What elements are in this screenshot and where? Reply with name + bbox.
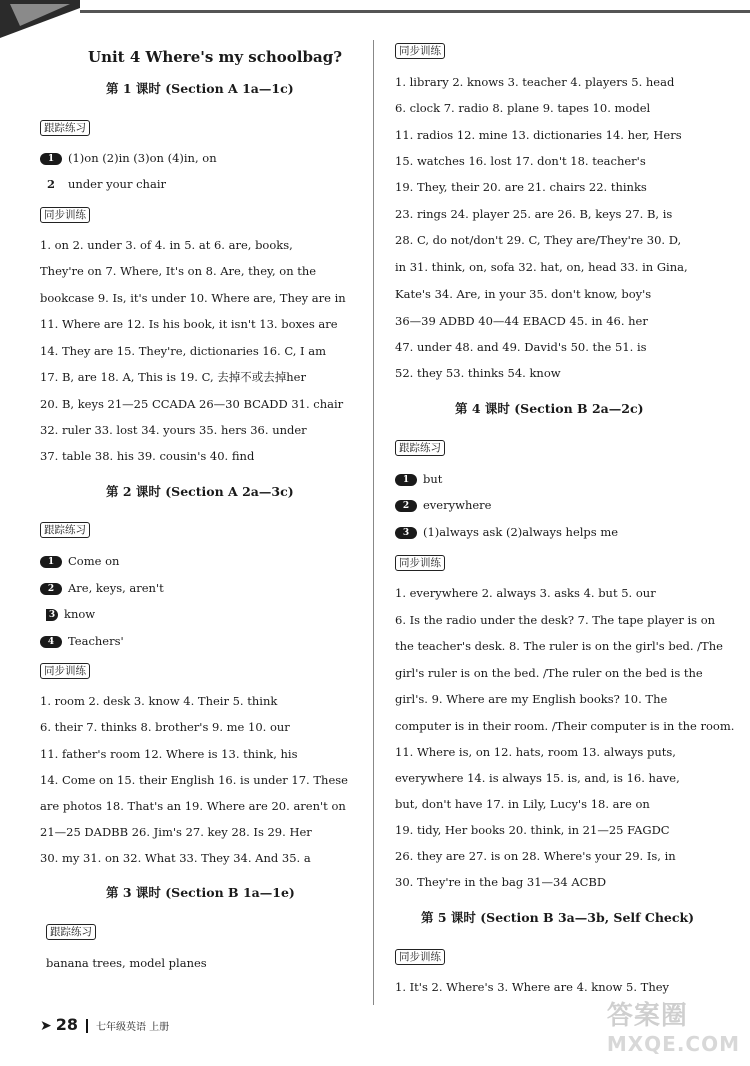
item-text: under your chair bbox=[68, 177, 166, 191]
answer-line: Kate's 34. Are, in your 35. don't know, boy's bbox=[395, 287, 652, 301]
page-footer bbox=[40, 1015, 169, 1034]
item-number-badge: 4 bbox=[40, 636, 62, 648]
answer-line: 1. room 2. desk 3. know 4. Their 5. think bbox=[40, 694, 278, 708]
answer-line: 15. watches 16. lost 17. don't 18. teacher's bbox=[395, 154, 646, 168]
lesson2-item-1 bbox=[40, 554, 119, 568]
item-text: Teachers' bbox=[68, 634, 124, 648]
answer-line: 21—25 DADBB 26. Jim's 27. key 28. Is 29. Her bbox=[40, 825, 312, 839]
answer-line: 19. tidy, Her books 20. think, in 21—25 FAGDC bbox=[395, 823, 670, 837]
item-text: Come on bbox=[68, 554, 120, 568]
answer-line: 36—39 ADBD 40—44 EBACD 45. in 46. her bbox=[395, 314, 648, 328]
lesson2-title: 第 2 课时 (Section A 2a—3c) bbox=[106, 484, 294, 499]
item-text: everywhere bbox=[423, 498, 492, 512]
answer-line: girl's. 9. Where are my English books? 10. The bbox=[395, 692, 668, 706]
lesson4-title: 第 4 课时 (Section B 2a—2c) bbox=[455, 401, 644, 416]
item-text: but bbox=[423, 472, 443, 486]
header-decoration bbox=[0, 0, 80, 40]
item-text: know bbox=[64, 607, 96, 621]
answer-line: everywhere 14. is always 15. is, and, is 16. have, bbox=[395, 771, 680, 785]
book-name: 七年级英语 上册 bbox=[96, 1022, 170, 1033]
item-text: Are, keys, aren't bbox=[68, 581, 164, 595]
lesson1-title: 第 1 课时 (Section A 1a—1c) bbox=[106, 81, 294, 96]
lesson1-tag-practice: 跟踪练习 bbox=[40, 120, 90, 136]
lesson2-item-3 bbox=[46, 607, 95, 621]
footer-separator bbox=[86, 1019, 88, 1033]
answer-line: 11. father's room 12. Where is 13. think, his bbox=[40, 747, 298, 761]
unit-title: Unit 4 Where's my schoolbag? bbox=[88, 48, 342, 66]
answer-line: are photos 18. That's an 19. Where are 20. aren't on bbox=[40, 799, 346, 813]
answer-line: 52. they 53. thinks 54. know bbox=[395, 366, 561, 380]
lesson4-item-2 bbox=[395, 498, 491, 512]
answer-line: 47. under 48. and 49. David's 50. the 51. is bbox=[395, 340, 647, 354]
answer-line: 1. on 2. under 3. of 4. in 5. at 6. are, books, bbox=[40, 238, 293, 252]
item-number-badge: 1 bbox=[40, 153, 62, 165]
answer-line: 11. Where is, on 12. hats, room 13. always puts, bbox=[395, 745, 676, 759]
item-number-badge: 2 bbox=[395, 500, 417, 512]
lesson2-tag-practice: 跟踪练习 bbox=[40, 522, 90, 538]
answer-line: 6. clock 7. radio 8. plane 9. tapes 10. model bbox=[395, 101, 651, 115]
answer-line: 30. They're in the bag 31—34 ACBD bbox=[395, 875, 607, 889]
lesson5-title: 第 5 课时 (Section B 3a—3b, Self Check) bbox=[421, 910, 695, 925]
answer-line: 26. they are 27. is on 28. Where's your 29. Is, in bbox=[395, 849, 676, 863]
lesson4-tag-practice: 跟踪练习 bbox=[395, 440, 445, 456]
lesson1-tag-sync: 同步训练 bbox=[40, 207, 90, 223]
lesson4-item-1 bbox=[395, 472, 442, 486]
lesson2-item-4 bbox=[40, 634, 124, 648]
lesson2-tag-sync: 同步训练 bbox=[40, 663, 90, 679]
item-number-badge: 3 bbox=[395, 527, 417, 539]
answer-line: 14. Come on 15. their English 16. is under 17. These bbox=[40, 773, 348, 787]
item-number-marker: 2 bbox=[46, 177, 55, 191]
answer-line: 11. radios 12. mine 13. dictionaries 14. her, Hers bbox=[395, 128, 682, 142]
right-tag-sync: 同步训练 bbox=[395, 43, 445, 59]
answer-line: 6. Is the radio under the desk? 7. The tape player is on bbox=[395, 613, 716, 627]
answer-line: bookcase 9. Is, it's under 10. Where are, They are in bbox=[40, 291, 346, 305]
item-number-badge: 3 bbox=[46, 609, 58, 621]
answer-line: 20. B, keys 21—25 CCADA 26—30 BCADD 31. chair bbox=[40, 397, 344, 411]
answer-line: in 31. think, on, sofa 32. hat, on, head 33. in Gina, bbox=[395, 260, 688, 274]
answer-line: 6. their 7. thinks 8. brother's 9. me 10. our bbox=[40, 720, 290, 734]
answer-line: 17. B, are 18. A, This is 19. C, 去掉不或去掉her bbox=[40, 370, 306, 384]
watermark-logo: 答案圈 bbox=[606, 1001, 688, 1031]
item-number-badge: 1 bbox=[40, 556, 62, 568]
item-number-badge: 1 bbox=[395, 474, 417, 486]
answer-line: 19. They, their 20. are 21. chairs 22. thinks bbox=[395, 180, 647, 194]
answer-line: computer is in their room. /Their computer is in the room. bbox=[395, 719, 735, 733]
answer-line: 30. my 31. on 32. What 33. They 34. And 35. a bbox=[40, 851, 311, 865]
column-divider bbox=[373, 40, 374, 1005]
watermark-url: MXQE.COM bbox=[606, 1032, 740, 1056]
site-watermark bbox=[607, 995, 740, 1056]
answer-line: 14. They are 15. They're, dictionaries 16. C, I am bbox=[40, 344, 327, 358]
answer-line: 23. rings 24. player 25. are 26. B, keys 27. B, is bbox=[395, 207, 673, 221]
answer-line: 28. C, do not/don't 29. C, They are/They're 30. D, bbox=[395, 233, 682, 247]
item-text: (1)on (2)in (3)on (4)in, on bbox=[68, 151, 217, 165]
lesson3-title: 第 3 课时 (Section B 1a—1e) bbox=[106, 885, 295, 900]
answer-line: 1. everywhere 2. always 3. asks 4. but 5. our bbox=[395, 586, 656, 600]
item-text: (1)always ask (2)always helps me bbox=[423, 525, 619, 539]
answer-line: but, don't have 17. in Lily, Lucy's 18. are on bbox=[395, 797, 650, 811]
answer-line: banana trees, model planes bbox=[46, 956, 207, 970]
lesson2-item-2 bbox=[40, 581, 164, 595]
answer-line: 1. library 2. knows 3. teacher 4. players 5. head bbox=[395, 75, 675, 89]
lesson4-tag-sync: 同步训练 bbox=[395, 555, 445, 571]
page-number: 28 bbox=[55, 1015, 78, 1034]
answer-line: the teacher's desk. 8. The ruler is on the girl's bed. /The bbox=[395, 639, 723, 653]
item-number-badge: 2 bbox=[40, 583, 62, 595]
answer-line: 37. table 38. his 39. cousin's 40. find bbox=[40, 449, 255, 463]
answer-line: girl's ruler is on the bed. /The ruler on the bed is the bbox=[395, 666, 703, 680]
answer-line: 32. ruler 33. lost 34. yours 35. hers 36. under bbox=[40, 423, 307, 437]
answer-line: 11. Where are 12. Is his book, it isn't 13. boxes are bbox=[40, 317, 338, 331]
lesson1-item-2 bbox=[40, 177, 166, 191]
answer-line: 1. It's 2. Where's 3. Where are 4. know 5. They bbox=[395, 980, 670, 994]
lesson5-tag-sync: 同步训练 bbox=[395, 949, 445, 965]
header-rule bbox=[80, 10, 750, 13]
lesson4-item-3 bbox=[395, 525, 618, 539]
lesson3-tag-practice: 跟踪练习 bbox=[46, 924, 96, 940]
arrow-icon: ➤ bbox=[40, 1018, 52, 1034]
lesson1-item-1 bbox=[40, 151, 217, 165]
answer-line: They're on 7. Where, It's on 8. Are, they, on the bbox=[40, 264, 317, 278]
